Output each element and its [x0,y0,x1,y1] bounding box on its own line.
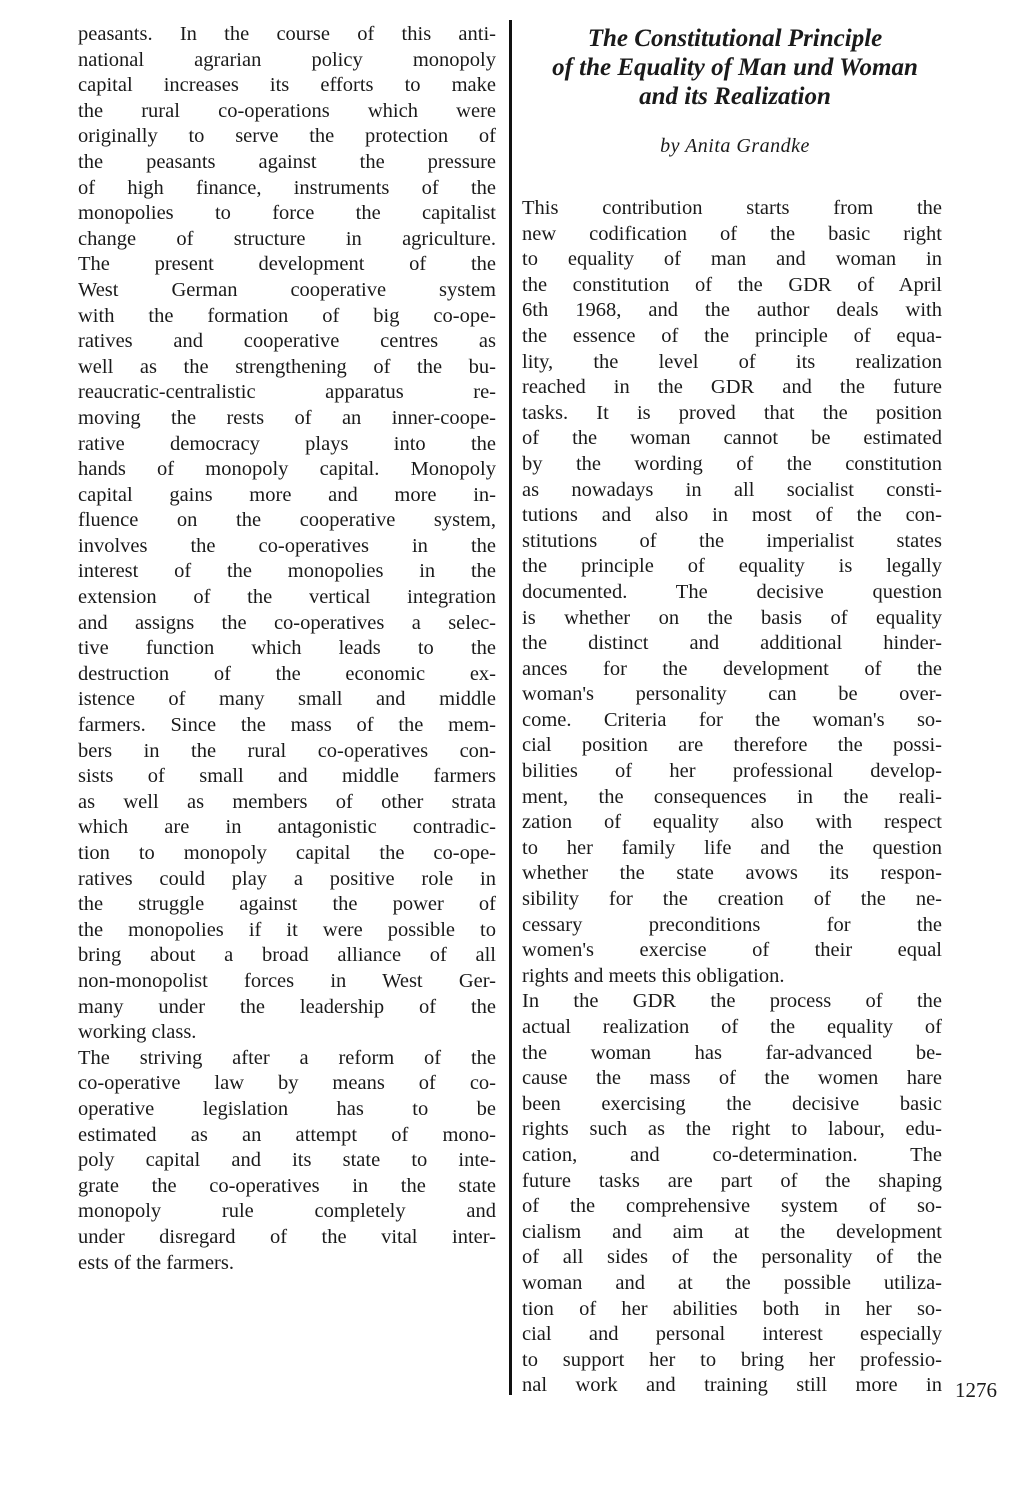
text-line: reached in the GDR and the future [522,376,942,399]
page-number: 1276 [955,1378,997,1402]
text-line: bers in the rural co-operatives con- [78,739,496,762]
text-line: of the comprehensive system of so- [522,1195,942,1218]
text-line: co-operative law by means of co- [78,1072,496,1095]
text-line: of all sides of the personality of the [522,1246,942,1269]
text-line: working class. [78,1021,197,1044]
text-line: zation of equality also with respect [522,811,942,834]
article-abstract [522,196,942,1399]
left-text-column [78,22,496,1276]
text-line: tive function which leads to the [78,637,496,660]
text-line: monopoly rule completely and [78,1200,496,1223]
text-line: In the GDR the process of the [522,990,942,1013]
text-line: to support her to bring her professio- [522,1348,942,1371]
text-line: The striving after a reform of the [78,1046,496,1069]
text-line: bilities of her professional develop- [522,760,942,783]
text-line: nal work and training still more in [522,1374,942,1397]
text-line: This contribution starts from the [522,197,942,219]
article-title-line: The Constitutional Principle [587,25,883,52]
text-line: new codification of the basic right [522,222,942,245]
text-line: reaucratic-centralistic apparatus re- [78,381,496,404]
text-line: bring about a broad alliance of all [78,944,496,967]
text-line: tasks. It is proved that the position [522,401,942,424]
column-divider [509,20,512,1395]
text-line: the peasants against the pressure [78,150,496,173]
text-line: sists of small and middle farmers [78,765,496,788]
text-line: many under the leadership of the [78,995,496,1018]
text-line: extension of the vertical integration [78,586,496,609]
text-line: capital gains more and more in- [78,483,496,506]
text-line: change of structure in agriculture. [78,227,496,250]
text-line: originally to serve the protection of [78,125,496,148]
text-line: woman's personality can be over- [522,683,942,706]
text-line: is whether on the basis of equality [522,606,942,629]
text-line: tion to monopoly capital the co-ope- [78,842,496,864]
text-line: poly capital and its state to inte- [78,1149,496,1172]
text-line: tutions and also in most of the con- [522,504,942,527]
text-line: cial position are therefore the possi- [522,734,942,757]
text-line: national agrarian policy monopoly [78,48,496,71]
article-title-line: and its Realization [639,83,831,110]
text-line: the struggle against the power of [78,893,496,916]
text-line: cialism and aim at the development [522,1220,942,1243]
text-line: documented. The decisive question [522,580,942,603]
text-line: well as the strengthening of the bu- [78,355,496,378]
text-line: come. Criteria for the woman's so- [522,708,942,731]
text-line: cessary preconditions for the [522,913,942,936]
text-line: the principle of equality is legally [522,555,942,578]
text-line: cause the mass of the women hare [522,1067,942,1090]
text-line: sibility for the creation of the ne- [522,888,942,911]
text-line: rative democracy plays into the [78,432,496,455]
text-line: monopolies to force the capitalist [78,202,496,225]
text-line: of the woman cannot be estimated [522,427,942,450]
text-line: tion of her abilities both in her so- [522,1297,942,1320]
text-line: as nowadays in all socialist consti- [522,478,942,501]
text-line: destruction of the economic ex- [78,662,496,685]
text-line: the woman has far-advanced be- [522,1041,942,1064]
text-line: woman and at the possible utiliza- [522,1271,942,1294]
text-line: actual realization of the equality of [522,1016,942,1038]
text-line: the rural co-operations which were [78,99,496,122]
text-line: under disregard of the vital inter- [78,1225,496,1248]
text-line: to her family life and the question [522,836,942,859]
text-line: West German cooperative system [78,278,496,301]
text-line: future tasks are part of the shaping [522,1169,942,1192]
text-line: by the wording of the constitution [522,452,942,475]
text-line: the essence of the principle of equa- [522,324,942,347]
text-line: and assigns the co-operatives a selec- [78,611,496,634]
text-line: moving the rests of an inner-coope- [78,406,496,429]
article-title [525,24,945,111]
text-line: rights and meets this obligation. [522,964,785,987]
article-author: by Anita Grandke [660,135,810,157]
text-line: hands of monopoly capital. Monopoly [78,458,496,481]
text-line: ances for the development of the [522,657,942,680]
text-line: involves the co-operatives in the [78,534,496,557]
text-line: estimated as an attempt of mono- [78,1123,496,1146]
text-line: farmers. Since the mass of the mem- [78,714,496,737]
text-line: ment, the consequences in the reali- [522,785,942,808]
text-line: to equality of man and woman in [522,248,942,271]
text-line: which are in antagonistic contradic- [78,816,496,839]
text-line: istence of many small and middle [78,688,496,711]
text-line: cial and personal interest especially [522,1323,942,1346]
article-title-line: of the Equality of Man und Woman [552,54,918,81]
text-line: as well as members of other strata [78,790,496,813]
text-line: the monopolies if it were possible to [78,918,496,941]
text-line: the distinct and additional hinder- [522,632,942,655]
text-line: women's exercise of their equal [522,939,942,962]
text-line: operative legislation has to be [78,1097,496,1120]
text-line: 6th 1968, and the author deals with [522,299,942,322]
text-line: interest of the monopolies in the [78,560,496,583]
text-line: capital increases its efforts to make [78,74,496,97]
text-line: been exercising the decisive basic [522,1092,942,1115]
text-line: fluence on the cooperative system, [78,509,496,532]
text-line: rights such as the right to labour, edu- [522,1118,942,1141]
text-line: the constitution of the GDR of April [522,273,942,296]
text-line: with the formation of big co-ope- [78,304,496,327]
text-line: non-monopolist forces in West Ger- [78,969,496,992]
text-line: peasants. In the course of this anti- [78,23,496,45]
text-line: grate the co-operatives in the state [78,1174,496,1197]
text-line: of high finance, instruments of the [78,176,496,199]
text-line: ratives could play a positive role in [78,867,496,890]
text-line: The present development of the [78,253,496,276]
text-line: ratives and cooperative centres as [78,330,496,353]
text-line: whether the state avows its respon- [522,862,942,885]
text-line: cation, and co-determination. The [522,1143,942,1166]
text-line: lity, the level of its realization [522,350,942,373]
text-line: stitutions of the imperialist states [522,529,942,552]
text-line: ests of the farmers. [78,1251,234,1274]
